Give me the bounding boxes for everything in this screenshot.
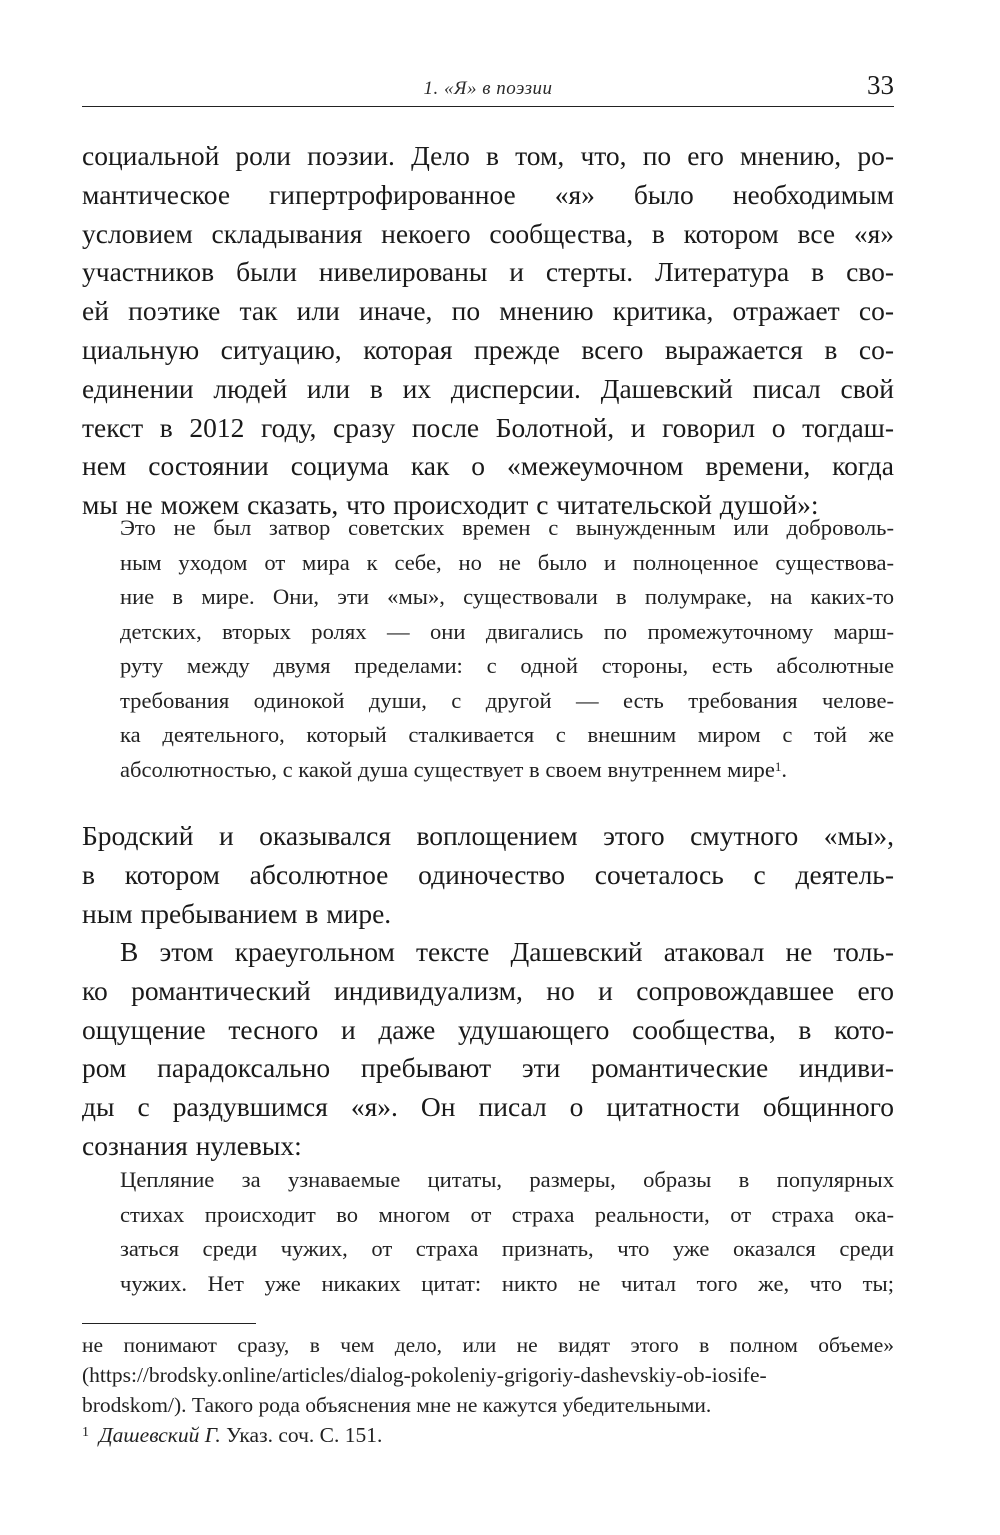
text-line: ощущение тесного и даже удушающего сообщества, в кото-: [82, 1013, 894, 1045]
footnote-separator: [82, 1323, 256, 1324]
text-line: циальную ситуацию, которая прежде всего выражается в со-: [82, 333, 894, 365]
footnote-marker: 1: [82, 1425, 89, 1440]
text-line: нем состоянии социума как о «межеумочном времени, когда: [82, 450, 894, 482]
block-quote-1: [120, 511, 894, 787]
quote-line: ка деятельного, который сталкивается с внешним миром с той же: [120, 722, 894, 747]
footnote-text: Указ. соч. С. 151.: [220, 1423, 383, 1447]
quote-line: детских, вторых ролях — они двигались по промежуточному марш-: [120, 618, 894, 644]
running-header: [82, 70, 894, 107]
footnote-line: brodskom/). Такого рода объяснения мне не кажутся убедительными.: [82, 1393, 712, 1417]
quote-line: ние в мире. Они, эти «мы», существовали в полумраке, на каких-то: [120, 584, 894, 609]
text-line: ей поэтике так или иначе, по мнению критика, отражает со-: [82, 295, 894, 327]
block-quote-2: [120, 1163, 894, 1301]
text-line: Бродский и оказывался воплощением этого смутного «мы»,: [82, 820, 894, 851]
paragraph-3: [82, 933, 894, 1166]
text-line: участников были нивелированы и стерты. Литература в сво-: [82, 256, 894, 288]
text-line: текст в 2012 году, сразу после Болотной, и говорил о тогдаш-: [82, 411, 894, 443]
footnote-link-line[interactable]: (https://brodsky.online/articles/dialog-pokoleniy-grigoriy-dashevskiy-ob-iosife-: [82, 1363, 767, 1387]
quote-line: Цепляние за узнаваемые цитаты, размеры, образы в популярных: [120, 1167, 894, 1192]
text-line: социальной роли поэзии. Дело в том, что, по его мнению, ро-: [82, 140, 894, 171]
text-line: сознания нулевых:: [82, 1129, 302, 1161]
text-line: в котором абсолютное одиночество сочеталось с деятель-: [82, 858, 894, 890]
paragraph-2: [82, 817, 894, 933]
page-number: 33: [867, 70, 894, 100]
quote-line: заться среди чужих, от страха признать, что уже оказался среди: [120, 1236, 894, 1261]
footnote-1: [82, 1420, 894, 1450]
text-line: ко романтический индивидуализм, но и сопровождавшее его: [82, 974, 894, 1006]
quote-line: ным уходом от мира к себе, но не было и полноценное существова-: [120, 549, 894, 575]
footnote-reference[interactable]: 1: [774, 758, 782, 774]
footnote-line: не понимают сразу, в чем дело, или не видят этого в полном объеме»: [82, 1333, 894, 1357]
quote-end-punctuation: .: [781, 756, 788, 782]
text-line: мантическое гипертрофированное «я» было необходимым: [82, 178, 894, 210]
text-line: ром парадоксально пребывают эти романтические индиви-: [82, 1052, 894, 1084]
text-line: ды с раздувшимся «я». Он писал о цитатности общинного: [82, 1091, 894, 1123]
quote-line: чужих. Нет уже никаких цитат: никто не читал того же, что ты;: [120, 1270, 894, 1296]
text-line: условием складывания некоего сообщества, в котором все «я»: [82, 217, 894, 249]
text-line: В этом краеугольном тексте Дашевский атаковал не толь-: [120, 936, 894, 967]
quote-line: стихах происходит во многом от страха реальности, от страха ока-: [120, 1201, 894, 1227]
footnote-author: Дашевский Г.: [99, 1423, 221, 1447]
quote-line-text: абсолютностью, с какой душа существует в своем внутреннем мире: [120, 756, 775, 782]
text-line: единении людей или в их дисперсии. Дашевский писал свой: [82, 372, 894, 404]
quote-line: требования одинокой души, с другой — есть требования челове-: [120, 687, 894, 713]
quote-line: Это не был затвор советских времен с вынужденным или доброволь-: [120, 515, 894, 540]
quote-line: руту между двумя пределами: с одной стороны, есть абсолютные: [120, 653, 894, 678]
quote-line-last: [120, 753, 894, 788]
paragraph-1: [82, 137, 894, 525]
footnotes: [82, 1330, 894, 1450]
text-line: мы не можем сказать, что происходит с читательской душой»:: [82, 489, 819, 521]
text-line: ным пребыванием в мире.: [82, 897, 392, 929]
running-title: 1. «Я» в поэзии: [423, 78, 553, 99]
